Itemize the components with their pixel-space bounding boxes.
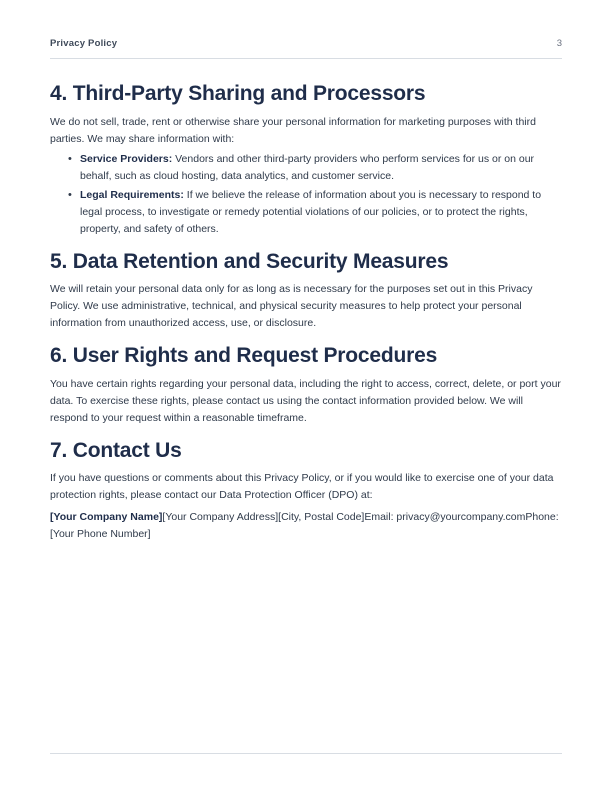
bullet-list	[50, 151, 562, 238]
section-heading: 6. User Rights and Request Procedures	[50, 344, 438, 368]
section-third-party-sharing	[50, 81, 562, 238]
section-paragraph: If you have questions or comments about this Privacy Policy, or if you would like to exercise one of your data protection rights, please contact our Data Protection Officer (DPO) at:	[50, 472, 554, 502]
header-page-number: 3	[556, 38, 562, 49]
list-item	[80, 151, 562, 185]
section-contact-us	[50, 438, 562, 544]
section-paragraph: We will retain your personal data only for as long as is necessary for the purposes set out in this Privacy Policy. We use administrative, technical, and physical security measures to help protect your personal information from unauthorized access, use, or disclosure.	[50, 283, 533, 330]
section-user-rights	[50, 343, 562, 427]
contact-address-line: [Your Company Address][City, Postal Code]Email: privacy@yourcompany.comPhone: [Your Phone Number]	[50, 511, 559, 541]
section-heading: 4. Third-Party Sharing and Processors	[50, 82, 426, 105]
section-heading: 7. Contact Us	[50, 438, 182, 462]
list-item-lead: Legal Requirements:	[80, 188, 184, 201]
contact-company-name: [Your Company Name]	[50, 511, 163, 524]
section-paragraph: We do not sell, trade, rent or otherwise share your personal information for marketing purposes with third parties. We may share information with:	[50, 115, 536, 145]
section-data-retention	[50, 249, 562, 333]
running-header	[50, 0, 562, 59]
list-item-text: Vendors and other third-party providers who perform services for us or on our behalf, such as cloud hosting, data analytics, and customer service.	[80, 152, 535, 182]
document-body	[50, 59, 562, 543]
header-document-title: Privacy Policy	[50, 38, 118, 49]
section-heading: 5. Data Retention and Security Measures	[50, 249, 449, 273]
section-paragraph: You have certain rights regarding your personal data, including the right to access, correct, delete, or port your data. To exercise these rights, please contact us using the contact information provided below. We will respond to your request within a reasonable timeframe.	[50, 377, 561, 424]
contact-details	[50, 509, 562, 543]
footer-divider	[50, 753, 562, 754]
list-item	[80, 187, 562, 238]
list-item-lead: Service Providers:	[80, 152, 173, 165]
list-item-text: If we believe the release of information about you is necessary to respond to legal process, to investigate or remedy potential violations of our policies, or to protect the rights, property, and safety of others.	[80, 188, 542, 235]
